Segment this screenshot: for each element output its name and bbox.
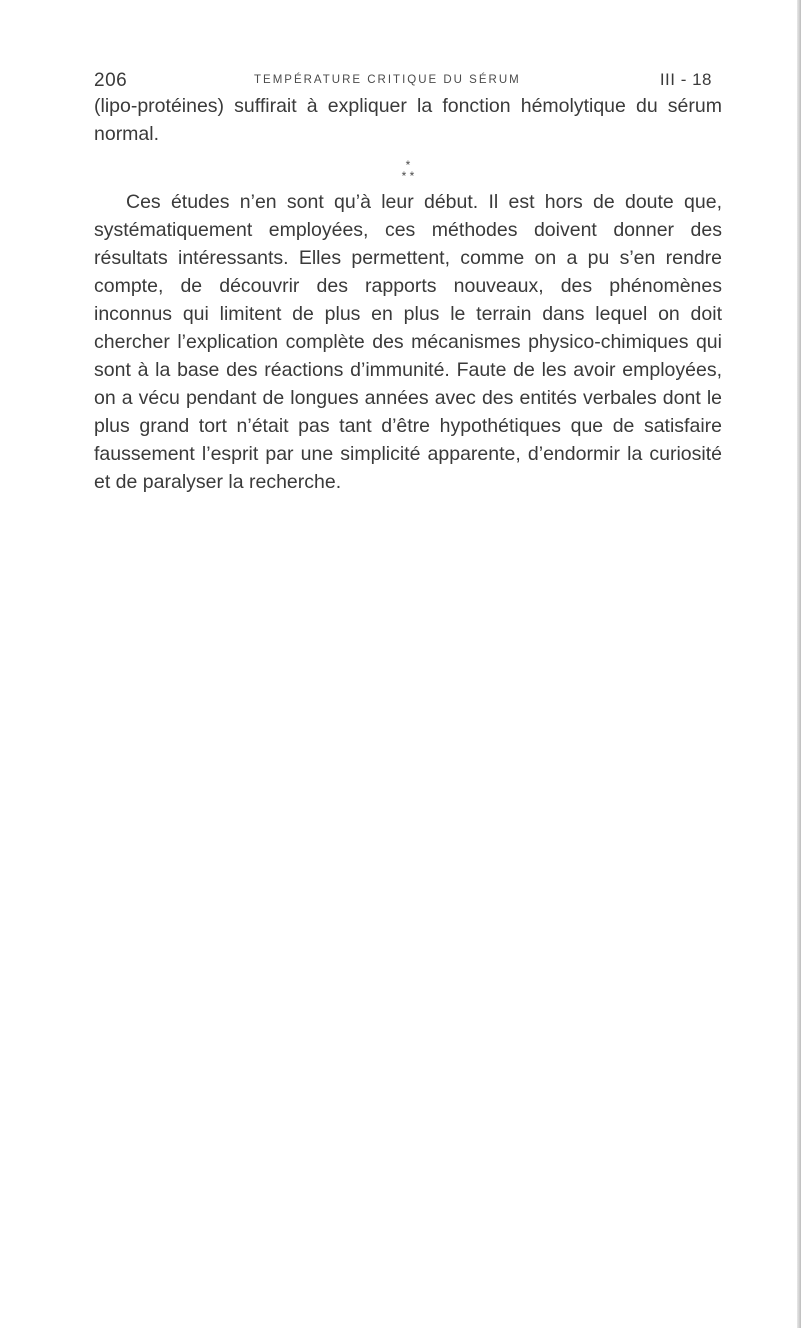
running-title: TEMPÉRATURE CRITIQUE DU SÉRUM <box>254 74 521 86</box>
section-break-asterism <box>94 160 722 182</box>
page-number: 206 <box>94 70 128 91</box>
asterism-top: * <box>405 158 411 172</box>
section-reference: III - 18 <box>659 70 712 89</box>
body-text <box>94 92 722 496</box>
paragraph: Ces études n’en sont qu’à leur début. Il est hors de doute que, systématiquement employées, ces méthodes doivent donner des résultats intéressants. Elles permettent, comme on a pu s’en rendre compte, de découvrir des rapports nouveaux, des phénomènes inconnus qui limitent de plus en plus le terrain dans lequel on doit chercher l’explication complète des mécanismes physico-chimiques qui sont à la base des réactions d’immunité. Faute de les avoir employées, on a vécu pendant de longues années avec des entités verbales dont le plus grand tort n’était pas tant d’être hypothétiques que de satisfaire faussement l’esprit par une simplicité apparente, d’endormir la curiosité et de paralyser la recherche. <box>94 191 722 493</box>
page-edge <box>797 0 801 1328</box>
continued-paragraph: (lipo-protéines) suffirait à expliquer la fonction hémolytique du sérum normal. <box>94 95 722 145</box>
asterism-bottom: * * <box>401 169 415 183</box>
